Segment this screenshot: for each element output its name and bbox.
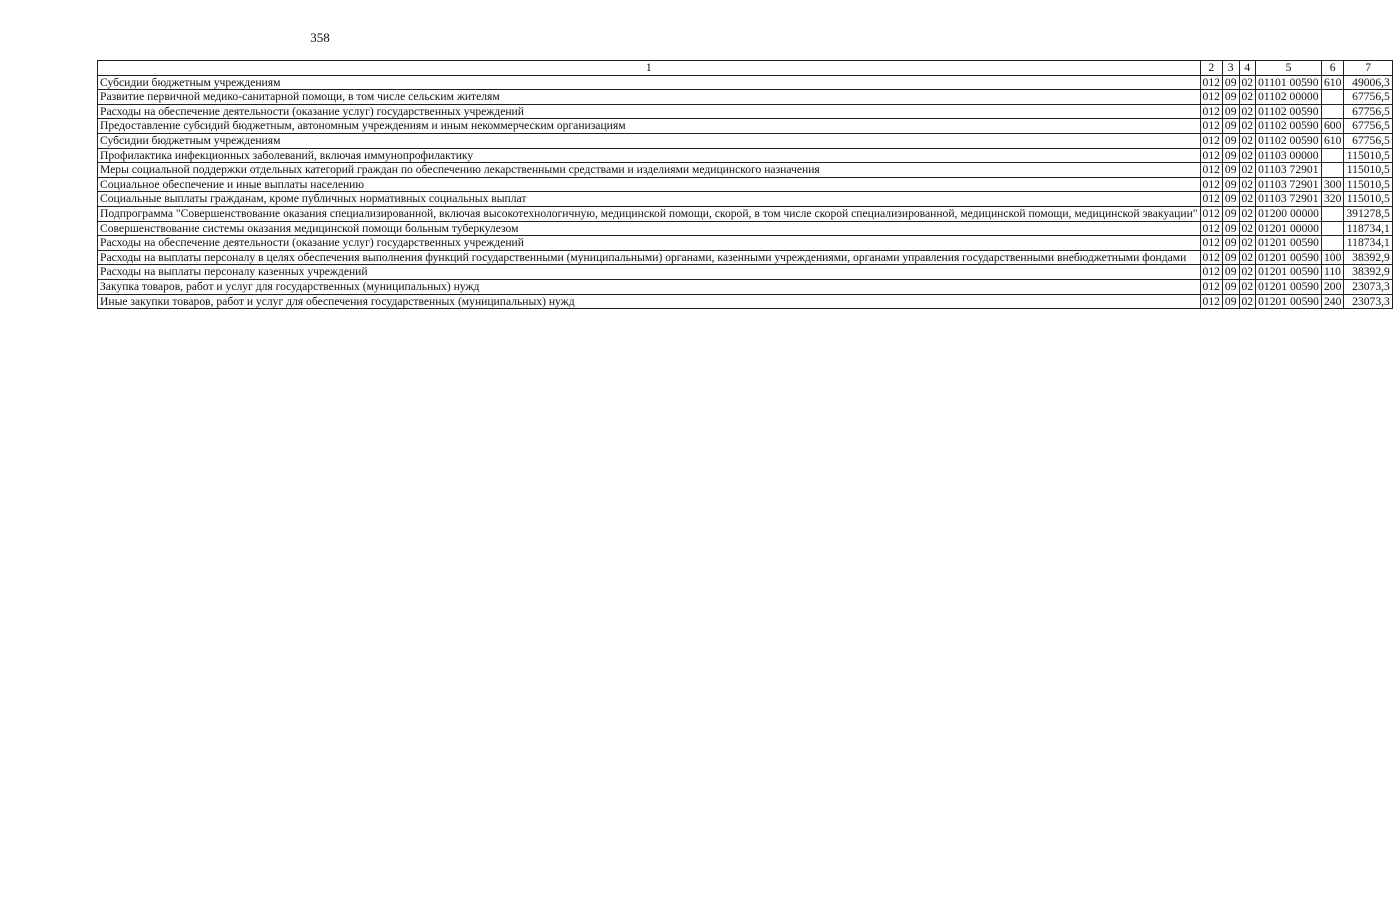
row-name-cell: Субсидии бюджетным учреждениям xyxy=(98,75,1201,90)
row-name-cell: Социальные выплаты гражданам, кроме публичных нормативных социальных выплат xyxy=(98,192,1201,207)
subsection-cell: 02 xyxy=(1239,163,1256,178)
code-cell: 012 xyxy=(1200,206,1222,221)
expense-type-cell: 200 xyxy=(1321,279,1343,294)
code-cell: 012 xyxy=(1200,163,1222,178)
code-cell: 012 xyxy=(1200,236,1222,251)
row-name-cell: Закупка товаров, работ и услуг для государственных (муниципальных) нужд xyxy=(98,279,1201,294)
subsection-cell: 02 xyxy=(1239,148,1256,163)
amount-cell: 391278,5 xyxy=(1344,206,1392,221)
row-name-cell: Расходы на обеспечение деятельности (оказание услуг) государственных учреждений xyxy=(98,104,1201,119)
section-cell: 09 xyxy=(1222,192,1239,207)
target-article-cell: 01103 72901 xyxy=(1256,177,1322,192)
row-name-cell: Социальное обеспечение и иные выплаты населению xyxy=(98,177,1201,192)
table-row xyxy=(98,75,1393,90)
header-cell: 1 xyxy=(98,61,1201,76)
table-row xyxy=(98,90,1393,105)
row-name-cell: Подпрограмма "Совершенствование оказания специализированной, включая высокотехнологичную, медицинской помощи, скорой, в том числе скорой специализированной, медицинской помощи, медицинской эвакуации" xyxy=(98,206,1201,221)
section-cell: 09 xyxy=(1222,104,1239,119)
table-row xyxy=(98,206,1393,221)
target-article-cell: 01200 00000 xyxy=(1256,206,1322,221)
code-cell: 012 xyxy=(1200,90,1222,105)
section-cell: 09 xyxy=(1222,250,1239,265)
amount-cell: 67756,5 xyxy=(1344,133,1392,148)
table-row xyxy=(98,279,1393,294)
code-cell: 012 xyxy=(1200,148,1222,163)
code-cell: 012 xyxy=(1200,104,1222,119)
subsection-cell: 02 xyxy=(1239,294,1256,309)
target-article-cell: 01201 00590 xyxy=(1256,294,1322,309)
amount-cell: 23073,3 xyxy=(1344,294,1392,309)
subsection-cell: 02 xyxy=(1239,250,1256,265)
section-cell: 09 xyxy=(1222,133,1239,148)
section-cell: 09 xyxy=(1222,148,1239,163)
code-cell: 012 xyxy=(1200,133,1222,148)
expense-type-cell xyxy=(1321,236,1343,251)
expense-type-cell xyxy=(1321,90,1343,105)
amount-cell: 115010,5 xyxy=(1344,148,1392,163)
code-cell: 012 xyxy=(1200,250,1222,265)
target-article-cell: 01201 00590 xyxy=(1256,265,1322,280)
table-row xyxy=(98,104,1393,119)
expense-type-cell xyxy=(1321,104,1343,119)
amount-cell: 38392,9 xyxy=(1344,250,1392,265)
table-row xyxy=(98,294,1393,309)
header-cell: 7 xyxy=(1344,61,1392,76)
table-row xyxy=(98,177,1393,192)
code-cell: 012 xyxy=(1200,177,1222,192)
section-cell: 09 xyxy=(1222,119,1239,134)
code-cell: 012 xyxy=(1200,294,1222,309)
subsection-cell: 02 xyxy=(1239,119,1256,134)
subsection-cell: 02 xyxy=(1239,133,1256,148)
code-cell: 012 xyxy=(1200,265,1222,280)
header-cell: 4 xyxy=(1239,61,1256,76)
amount-cell: 115010,5 xyxy=(1344,192,1392,207)
row-name-cell: Расходы на выплаты персоналу казенных учреждений xyxy=(98,265,1201,280)
row-name-cell: Расходы на обеспечение деятельности (оказание услуг) государственных учреждений xyxy=(98,236,1201,251)
amount-cell: 118734,1 xyxy=(1344,221,1392,236)
section-cell: 09 xyxy=(1222,265,1239,280)
target-article-cell: 01102 00590 xyxy=(1256,104,1322,119)
expense-type-cell xyxy=(1321,148,1343,163)
section-cell: 09 xyxy=(1222,221,1239,236)
section-cell: 09 xyxy=(1222,163,1239,178)
table-row xyxy=(98,221,1393,236)
expense-type-cell: 610 xyxy=(1321,133,1343,148)
amount-cell: 118734,1 xyxy=(1344,236,1392,251)
code-cell: 012 xyxy=(1200,279,1222,294)
expense-type-cell: 300 xyxy=(1321,177,1343,192)
expense-type-cell: 610 xyxy=(1321,75,1343,90)
target-article-cell: 01103 72901 xyxy=(1256,192,1322,207)
code-cell: 012 xyxy=(1200,119,1222,134)
expense-type-cell xyxy=(1321,221,1343,236)
subsection-cell: 02 xyxy=(1239,265,1256,280)
table-row xyxy=(98,163,1393,178)
amount-cell: 115010,5 xyxy=(1344,177,1392,192)
expense-type-cell xyxy=(1321,206,1343,221)
row-name-cell: Иные закупки товаров, работ и услуг для обеспечения государственных (муниципальных) нужд xyxy=(98,294,1201,309)
amount-cell: 67756,5 xyxy=(1344,104,1392,119)
subsection-cell: 02 xyxy=(1239,90,1256,105)
section-cell: 09 xyxy=(1222,90,1239,105)
amount-cell: 38392,9 xyxy=(1344,265,1392,280)
table-row xyxy=(98,119,1393,134)
table-row xyxy=(98,133,1393,148)
amount-cell: 23073,3 xyxy=(1344,279,1392,294)
header-cell: 6 xyxy=(1321,61,1343,76)
target-article-cell: 01201 00590 xyxy=(1256,236,1322,251)
table-body xyxy=(98,75,1393,309)
row-name-cell: Профилактика инфекционных заболеваний, включая иммунопрофилактику xyxy=(98,148,1201,163)
table-row xyxy=(98,250,1393,265)
row-name-cell: Совершенствование системы оказания медицинской помощи больным туберкулезом xyxy=(98,221,1201,236)
amount-cell: 67756,5 xyxy=(1344,90,1392,105)
subsection-cell: 02 xyxy=(1239,206,1256,221)
row-name-cell: Развитие первичной медико-санитарной помощи, в том числе сельским жителям xyxy=(98,90,1201,105)
subsection-cell: 02 xyxy=(1239,236,1256,251)
target-article-cell: 01102 00590 xyxy=(1256,133,1322,148)
expense-type-cell xyxy=(1321,163,1343,178)
table-row xyxy=(98,148,1393,163)
subsection-cell: 02 xyxy=(1239,221,1256,236)
header-cell: 2 xyxy=(1200,61,1222,76)
budget-table xyxy=(97,60,1393,309)
table-row xyxy=(98,236,1393,251)
header-cell: 5 xyxy=(1256,61,1322,76)
subsection-cell: 02 xyxy=(1239,177,1256,192)
code-cell: 012 xyxy=(1200,192,1222,207)
table-row xyxy=(98,192,1393,207)
header-cell: 3 xyxy=(1222,61,1239,76)
target-article-cell: 01102 00000 xyxy=(1256,90,1322,105)
expense-type-cell: 100 xyxy=(1321,250,1343,265)
section-cell: 09 xyxy=(1222,75,1239,90)
subsection-cell: 02 xyxy=(1239,75,1256,90)
code-cell: 012 xyxy=(1200,75,1222,90)
row-name-cell: Предоставление субсидий бюджетным, автономным учреждениям и иным некоммерческим организациям xyxy=(98,119,1201,134)
table-row xyxy=(98,265,1393,280)
section-cell: 09 xyxy=(1222,279,1239,294)
expense-type-cell: 240 xyxy=(1321,294,1343,309)
target-article-cell: 01102 00590 xyxy=(1256,119,1322,134)
amount-cell: 49006,3 xyxy=(1344,75,1392,90)
section-cell: 09 xyxy=(1222,294,1239,309)
row-name-cell: Расходы на выплаты персоналу в целях обеспечения выполнения функций государственными (муниципальными) органами, казенными учреждениями, органами управления государственными внебюджетными фондами xyxy=(98,250,1201,265)
code-cell: 012 xyxy=(1200,221,1222,236)
row-name-cell: Субсидии бюджетным учреждениям xyxy=(98,133,1201,148)
target-article-cell: 01201 00590 xyxy=(1256,279,1322,294)
subsection-cell: 02 xyxy=(1239,104,1256,119)
target-article-cell: 01103 72901 xyxy=(1256,163,1322,178)
subsection-cell: 02 xyxy=(1239,192,1256,207)
target-article-cell: 01201 00590 xyxy=(1256,250,1322,265)
header-row xyxy=(98,61,1393,76)
page-number: 358 xyxy=(310,30,330,45)
section-cell: 09 xyxy=(1222,177,1239,192)
amount-cell: 115010,5 xyxy=(1344,163,1392,178)
expense-type-cell: 320 xyxy=(1321,192,1343,207)
row-name-cell: Меры социальной поддержки отдельных категорий граждан по обеспечению лекарственными средствами и изделиями медицинского назначения xyxy=(98,163,1201,178)
section-cell: 09 xyxy=(1222,206,1239,221)
section-cell: 09 xyxy=(1222,236,1239,251)
target-article-cell: 01101 00590 xyxy=(1256,75,1322,90)
target-article-cell: 01103 00000 xyxy=(1256,148,1322,163)
expense-type-cell: 600 xyxy=(1321,119,1343,134)
subsection-cell: 02 xyxy=(1239,279,1256,294)
amount-cell: 67756,5 xyxy=(1344,119,1392,134)
expense-type-cell: 110 xyxy=(1321,265,1343,280)
target-article-cell: 01201 00000 xyxy=(1256,221,1322,236)
